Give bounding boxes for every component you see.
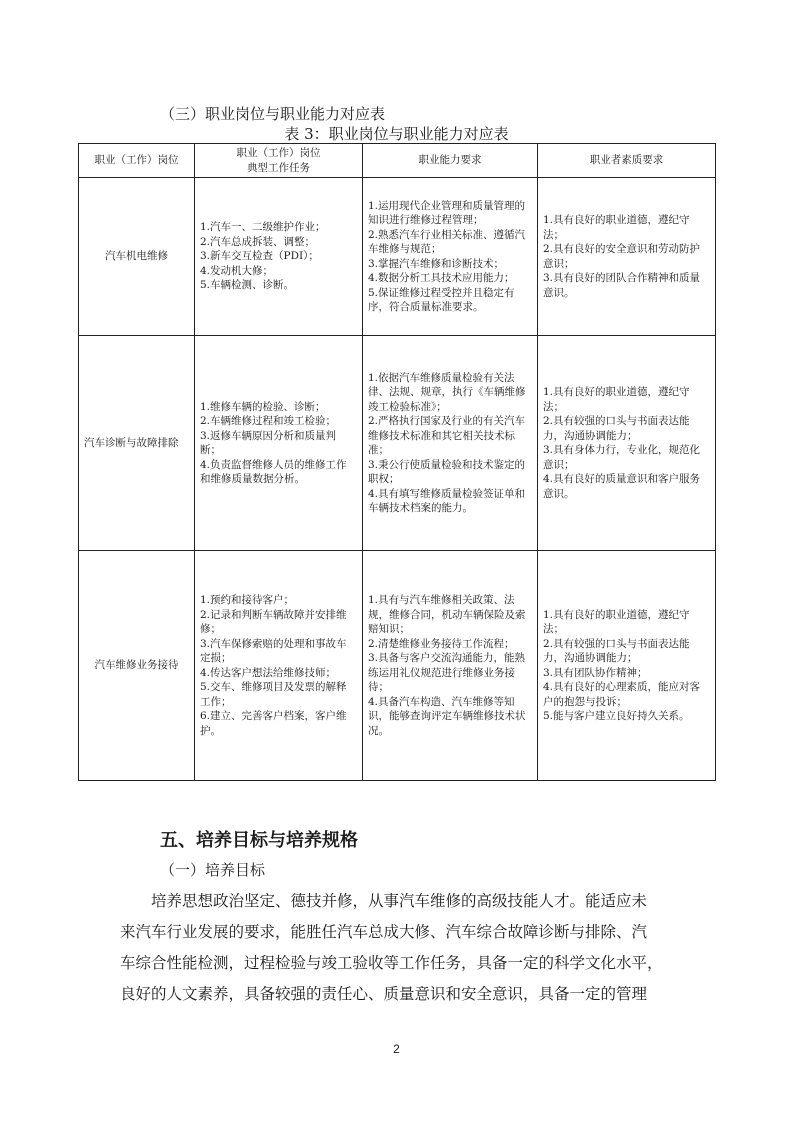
ability-item: 3.掌握汽车维修和诊断技术； <box>368 257 505 270</box>
abilities-cell <box>363 178 538 336</box>
paragraph-line: 培养思想政治坚定、德技并修，从事汽车维修的高级技能人才。能适应未 <box>151 892 648 910</box>
tasks-cell <box>195 551 363 781</box>
quality-item: 1.具有良好的职业道德，遵纪守法； <box>543 386 690 413</box>
header-tasks: 职业（工作）岗位 典型工作任务 <box>195 144 363 178</box>
task-item: 1.汽车一、二级维护作业； <box>200 221 326 234</box>
task-item: 2.记录和判断车辆故障并安排维修； <box>200 608 347 635</box>
tasks-cell <box>195 336 363 551</box>
table-header-row <box>79 144 716 178</box>
task-item: 1.预约和接待客户； <box>200 594 295 606</box>
ability-item: 2.清楚维修业务接待工作流程； <box>368 637 515 650</box>
task-item: 4.负责监督维修人员的维修工作和维修质量数据分析。 <box>200 458 347 485</box>
abilities-cell <box>363 551 538 781</box>
section-heading-training-goals: 五、培养目标与培养规格 <box>160 830 358 851</box>
quality-item: 5.能与客户建立良好持久关系。 <box>543 710 690 722</box>
header-abilities: 职业能力要求 <box>363 144 538 178</box>
quality-item: 4.具有良好的质量意识和客户服务意识。 <box>543 473 701 500</box>
quality-item: 2.具有良好的安全意识和劳动防护意识； <box>543 243 701 270</box>
quality-item: 3.具有身体力行，专业化，规范化意识； <box>543 444 701 471</box>
ability-item: 2.熟悉汽车行业相关标准、遵循汽车维修与规范； <box>368 228 526 255</box>
page-number: 2 <box>393 1042 400 1056</box>
qualities-cell <box>538 551 716 781</box>
quality-item: 2.具有较强的口头与书面表达能力，沟通协调能力； <box>543 637 690 664</box>
paragraph-line: 良好的人文素养，具备较强的责任心、质量意识和安全意识，具备一定的管理 <box>120 985 648 1003</box>
ability-item: 5.保证维修过程受控并且稳定有序，符合质量标准要求。 <box>368 286 515 313</box>
quality-item: 3.具有良好的团队合作精神和质量意识。 <box>543 272 701 299</box>
sub-heading-job-ability-table: （三）职业岗位与职业能力对应表 <box>160 105 386 123</box>
task-item: 4.发动机大修； <box>200 264 274 277</box>
task-item: 2.车辆维修过程和竣工检验； <box>200 415 337 427</box>
sub-heading-training-goal: （一）培养目标 <box>160 861 266 879</box>
ability-item: 1.运用现代企业管理和质量管理的知识进行维修过程管理； <box>368 199 526 226</box>
quality-item: 1.具有良好的职业道德，遵纪守法； <box>543 214 690 241</box>
table-row <box>79 336 716 551</box>
task-item: 6.建立、完善客户档案，客户维护。 <box>200 710 347 737</box>
ability-item: 4.具备汽车构造、汽车维修等知识，能够查询评定车辆维修技术状况。 <box>368 695 526 737</box>
ability-item: 1.具有与汽车维修相关政策、法规，维修合同，机动车辆保险及索赔知识； <box>368 594 526 635</box>
ability-item: 1.依据汽车维修质量检验有关法律、法规、规章，执行《车辆维修竣工检验标准》； <box>368 371 526 413</box>
ability-item: 4.数据分析工具技术应用能力； <box>368 272 515 284</box>
table-row <box>79 551 716 781</box>
role-cell: 汽车维修业务接待 <box>79 551 195 781</box>
task-item: 2.汽车总成拆装、调整； <box>200 235 316 248</box>
ability-item: 2.严格执行国家及行业的有关汽车维修技术标准和其它相关技术标准； <box>368 415 526 456</box>
quality-item: 3.具有团队协作精神； <box>543 666 648 679</box>
quality-item: 4.具有良好的心理素质，能应对客户的抱怨与投诉； <box>543 681 701 708</box>
task-item: 5.车辆检测、诊断。 <box>200 279 295 292</box>
job-ability-table <box>78 143 716 781</box>
header-role: 职业（工作）岗位 <box>79 144 195 178</box>
quality-item: 1.具有良好的职业道德，遵纪守法； <box>543 608 690 635</box>
ability-item: 3.秉公行使质量检验和技术鉴定的职权； <box>368 458 526 485</box>
paragraph-line: 车综合性能检测，过程检验与竣工验收等工作任务，具备一定的科学文化水平， <box>120 954 663 972</box>
task-item: 1.维修车辆的检验、诊断； <box>200 400 326 413</box>
qualities-cell <box>538 336 716 551</box>
role-cell: 汽车机电维修 <box>79 178 195 336</box>
ability-item: 3.具备与客户交流沟通能力，能熟练运用礼仪规范进行维修业务接待； <box>368 652 526 693</box>
ability-item: 4.具有填写维修质量检验签证单和车辆技术档案的能力。 <box>368 487 526 514</box>
header-qualities: 职业者素质要求 <box>538 144 716 178</box>
quality-item: 2.具有较强的口头与书面表达能力，沟通协调能力； <box>543 415 690 442</box>
abilities-cell <box>363 336 538 551</box>
role-cell: 汽车诊断与故障排除 <box>79 336 195 551</box>
task-item: 3.返修车辆原因分析和质量判断； <box>200 429 337 456</box>
task-item: 4.传达客户想法给维修技师； <box>200 666 337 679</box>
table-caption: 表 3：职业岗位与职业能力对应表 <box>284 125 509 143</box>
task-item: 3.汽车保修索赔的处理和事故车定损； <box>200 637 347 664</box>
qualities-cell <box>538 178 716 336</box>
tasks-cell <box>195 178 363 336</box>
paragraph-line: 来汽车行业发展的要求，能胜任汽车总成大修、汽车综合故障诊断与排除、汽 <box>120 923 648 941</box>
task-item: 3.新车交互检查（PDI）； <box>200 250 319 263</box>
table-row <box>79 178 716 336</box>
training-goal-paragraph <box>120 886 680 1010</box>
task-item: 5.交车、维修项目及发票的解释工作； <box>200 681 347 708</box>
